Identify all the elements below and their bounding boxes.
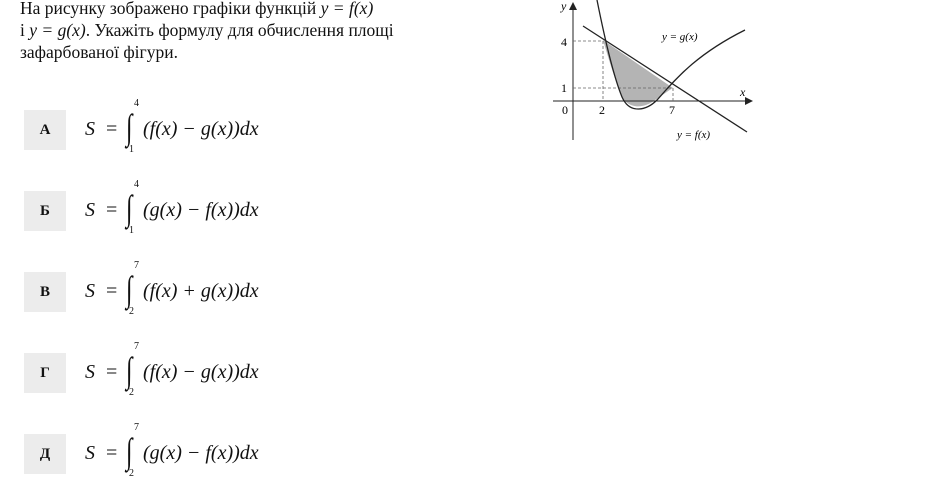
upper-limit: 4 <box>134 98 139 109</box>
formula-lhs: S <box>85 118 95 140</box>
option-letter-b[interactable]: Б <box>24 191 66 231</box>
lower-limit: 1 <box>129 225 134 236</box>
label-f: y = f(x) <box>677 129 711 141</box>
option-letter-a[interactable]: А <box>24 110 66 150</box>
question-text <box>20 0 520 63</box>
question-line-3: зафарбованої фігури. <box>20 42 178 62</box>
function-f-inline: y = f(x) <box>320 0 374 18</box>
formula-eq: = <box>106 442 118 464</box>
integral-sign: ∫ <box>126 188 133 228</box>
formula-lhs: S <box>85 442 95 464</box>
formula-lhs: S <box>85 361 95 383</box>
formula-lhs: S <box>85 280 95 302</box>
integrand: (f(x) + g(x))dx <box>143 280 259 302</box>
origin-label: 0 <box>562 103 568 117</box>
option-d[interactable] <box>24 422 544 480</box>
integrand: (f(x) − g(x))dx <box>143 118 259 140</box>
formula-eq: = <box>106 361 118 383</box>
option-b[interactable] <box>24 179 544 237</box>
formula-lhs: S <box>85 199 95 221</box>
upper-limit: 7 <box>134 341 139 352</box>
tick-y-1: 1 <box>561 81 567 95</box>
lower-limit: 1 <box>129 144 134 155</box>
label-g: y = g(x) <box>662 31 698 43</box>
integrand: (g(x) − f(x))dx <box>143 442 259 464</box>
tick-y-4: 4 <box>561 35 567 49</box>
tick-x-2: 2 <box>599 103 605 117</box>
integral-sign: ∫ <box>126 431 133 471</box>
tick-x-7: 7 <box>669 103 675 117</box>
integral-sign: ∫ <box>126 269 133 309</box>
integral-sign: ∫ <box>126 350 133 390</box>
upper-limit: 7 <box>134 422 139 433</box>
upper-limit: 7 <box>134 260 139 271</box>
x-axis-arrow <box>745 97 753 105</box>
y-axis-label: y <box>561 0 567 13</box>
question-line-2-suffix: . Укажіть формулу для обчислення площі <box>85 20 394 40</box>
question-line-1-text: На рисунку зображено графіки функцій <box>20 0 321 18</box>
question-line-2-prefix: і <box>20 20 30 40</box>
formula-eq: = <box>106 199 118 221</box>
option-h[interactable] <box>24 341 544 399</box>
integral-sign: ∫ <box>126 107 133 147</box>
function-g-inline: y = g(x) <box>29 20 86 40</box>
question-line-2 <box>20 19 520 41</box>
lower-limit: 2 <box>129 387 134 398</box>
upper-limit: 4 <box>134 179 139 190</box>
option-a[interactable] <box>24 98 544 156</box>
option-v[interactable] <box>24 260 544 318</box>
integrand: (f(x) − g(x))dx <box>143 361 259 383</box>
option-letter-v[interactable]: В <box>24 272 66 312</box>
formula-eq: = <box>106 280 118 302</box>
function-graph <box>545 0 760 145</box>
question-line-1 <box>20 0 520 19</box>
formula-eq: = <box>106 118 118 140</box>
option-letter-h[interactable]: Г <box>24 353 66 393</box>
x-axis-label: x <box>740 85 746 99</box>
lower-limit: 2 <box>129 306 134 317</box>
option-letter-d[interactable]: Д <box>24 434 66 474</box>
y-axis-arrow <box>569 2 577 10</box>
integrand: (g(x) − f(x))dx <box>143 199 259 221</box>
lower-limit: 2 <box>129 468 134 479</box>
